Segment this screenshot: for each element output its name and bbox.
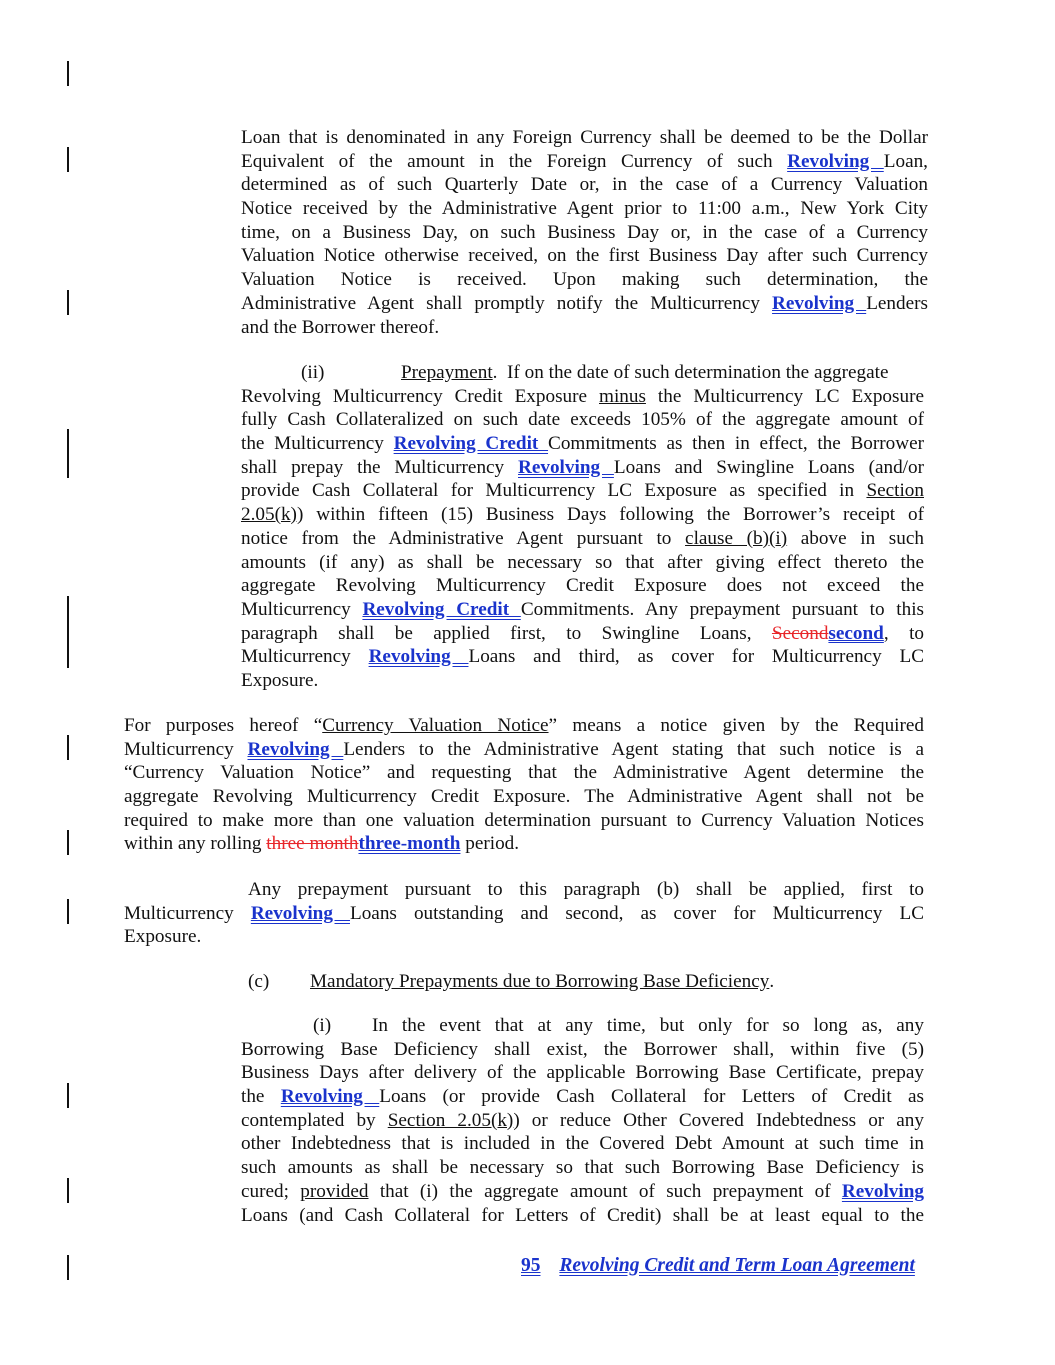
text-line: that (i) the aggregate amount of such prepayment of [368,1180,842,1202]
section-reference: 2.05(k) [241,504,297,526]
deleted-text: Second [771,622,829,644]
text-line: Loans and Swingline Loans (and/or [613,456,924,478]
text-line: Lenders [866,292,928,314]
text-line: the Multicurrency [241,433,394,455]
inserted-text: Revolving [368,646,469,668]
text-line: Loan that is denominated in any Foreign Currency shall be deemed to be the Dollar [241,127,928,148]
clause-heading: Mandatory Prepayments due to Borrowing Base Deficiency [310,971,770,992]
text-line: Lenders to the Administrative Agent stating that such notice is a [343,738,924,760]
text-line: required to make more than one valuation determination pursuant to Currency Valuation Notices [124,809,924,831]
text-line: time, on a Business Day, on such Business Day or, in the case of a Currency [241,221,928,243]
change-bar [67,61,69,86]
clause-label: (ii) [301,362,325,383]
text-line: Loans outstanding and second, as cover for Multicurrency LC [349,902,924,924]
inserted-text: Revolving [841,1180,924,1202]
underlined-term: minus [599,385,646,407]
text-line: Loans (and Cash Collateral for Letters of Credit) shall be at least equal to the [241,1204,924,1226]
section-reference: Section 2.05(k) [387,1109,514,1131]
text-line: notice from the Administrative Agent pursuant to [241,527,686,549]
section-reference: Section [866,480,924,502]
inserted-text: Revolving [280,1086,380,1108]
text-line: cured; [241,1180,301,1202]
text-line: , to [883,622,924,644]
change-bar [67,290,69,315]
text-line: Multicurrency [124,902,251,924]
text-line: Any prepayment pursuant to this paragraph (b) shall be applied, first to [248,879,924,900]
deleted-text: three month [266,833,359,855]
text-line: Loans and third, as cover for Multicurrency LC [468,646,924,668]
text-line: amounts (if any) as shall be necessary so that after giving effect thereto the [241,551,924,573]
text-line: Loans (or provide Cash Collateral for Letters of Credit as [379,1086,924,1108]
underlined-term: provided [300,1180,369,1202]
inserted-text: Revolving [787,150,884,172]
text-line: Equivalent of the amount in the Foreign Currency of such [241,150,788,172]
text-line: period. [460,833,520,855]
text-line: Exposure. [124,926,202,948]
inserted-text: Revolving [250,902,350,924]
text-line: Multicurrency [241,646,369,668]
text-line: Notice received by the Administrative Agent prior to 11:00 a.m., New York City [241,198,928,220]
clause-heading: Prepayment [401,362,493,383]
text-line: such amounts as shall be necessary so that such Borrowing Base Deficiency is [241,1157,924,1179]
text-line: ) within fifteen (15) Business Days following the Borrower’s receipt of [296,504,924,526]
change-bar [67,429,69,478]
section-c-heading [248,970,848,994]
text-line: For purposes hereof “ [124,715,323,736]
text-line: Valuation Notice is received. Upon making such determination, the [241,269,928,291]
document-title: Revolving Credit and Term Loan Agreement [559,1255,915,1276]
inserted-text: second [828,622,884,644]
text-line: Loan, [883,150,928,172]
paragraph-ii-prepayment [241,361,924,693]
text-line: above in such [787,527,924,549]
text-line: Commitments. Any prepayment pursuant to this [520,598,925,620]
text-line: Commitments as then in effect, the Borrower [548,433,924,455]
text-line: In the event that at any time, but only for so long as, any [372,1015,924,1036]
text-line: within any rolling [124,833,267,855]
inserted-text: Revolving Credit [393,433,549,455]
inserted-text: Revolving Credit [362,598,521,620]
change-bar [67,899,69,924]
inserted-text: Revolving [772,292,867,314]
text-line: contemplated by [241,1109,388,1131]
text-line: Valuation Notice otherwise received, on the first Business Day after such Currency [241,245,928,267]
paragraph-any-prepayment [124,878,924,949]
inserted-text: three-month [358,833,461,855]
text-line: Exposure. [241,669,319,691]
change-bar [67,147,69,172]
text-line: Borrowing Base Deficiency shall exist, the Borrower shall, within five (5) [241,1038,924,1060]
text-line: paragraph shall be applied first, to Swingline Loans, [241,622,772,644]
text-line: aggregate Revolving Multicurrency Credit Exposure. The Administrative Agent shall not be [124,786,924,808]
text-line: the Multicurrency LC Exposure [645,385,924,407]
text-line: Multicurrency [124,738,248,760]
text-line: and the Borrower thereof. [241,316,440,338]
text-line: other Indebtedness that is included in the Covered Debt Amount at such time in [241,1133,924,1155]
text-line: the [241,1086,281,1108]
clause-reference: clause (b)(i) [685,527,788,549]
text-line: . If on the date of such determination the aggregate [492,362,889,383]
text-line: Administrative Agent shall promptly notify the Multicurrency [241,292,773,314]
defined-term: Currency Valuation Notice [322,715,549,736]
change-bar [67,1255,69,1280]
text-line: Multicurrency [241,598,363,620]
change-bar [67,830,69,855]
page-footer [521,1255,915,1277]
text-line: provide Cash Collateral for Multicurrency LC Exposure as specified in [241,480,867,502]
inserted-text: Revolving [247,738,344,760]
change-bar [67,1083,69,1108]
inserted-text: Revolving [518,456,614,478]
paragraph-c-i [241,1014,924,1227]
change-bar [67,735,69,760]
text-line: determined as of such Quarterly Date or, in the case of a Currency Valuation [241,174,928,196]
page-number: 95 [521,1255,541,1276]
text-line: shall prepay the Multicurrency [241,456,518,478]
clause-label: (c) [248,971,270,992]
text-line: fully Cash Collateralized on such date exceeds 105% of the aggregate amount of [241,409,924,431]
text-line: . [769,971,775,992]
text-line: aggregate Revolving Multicurrency Credit Exposure does not exceed the [241,575,924,597]
text-line: ” means a notice given by the Required [548,715,925,736]
clause-label: (i) [313,1015,332,1036]
text-line: ) or reduce Other Covered Indebtedness or any [513,1109,924,1131]
paragraph-currency-valuation-notice [124,714,924,856]
change-bar [67,596,69,668]
change-bar [67,1178,69,1203]
paragraph-dollar-equivalent [241,126,928,339]
text-line: Business Days after delivery of the applicable Borrowing Base Certificate, prepay [241,1062,924,1084]
text-line: Revolving Multicurrency Credit Exposure [241,385,600,407]
text-line: “Currency Valuation Notice” and requesting that the Administrative Agent determine the [124,762,924,784]
